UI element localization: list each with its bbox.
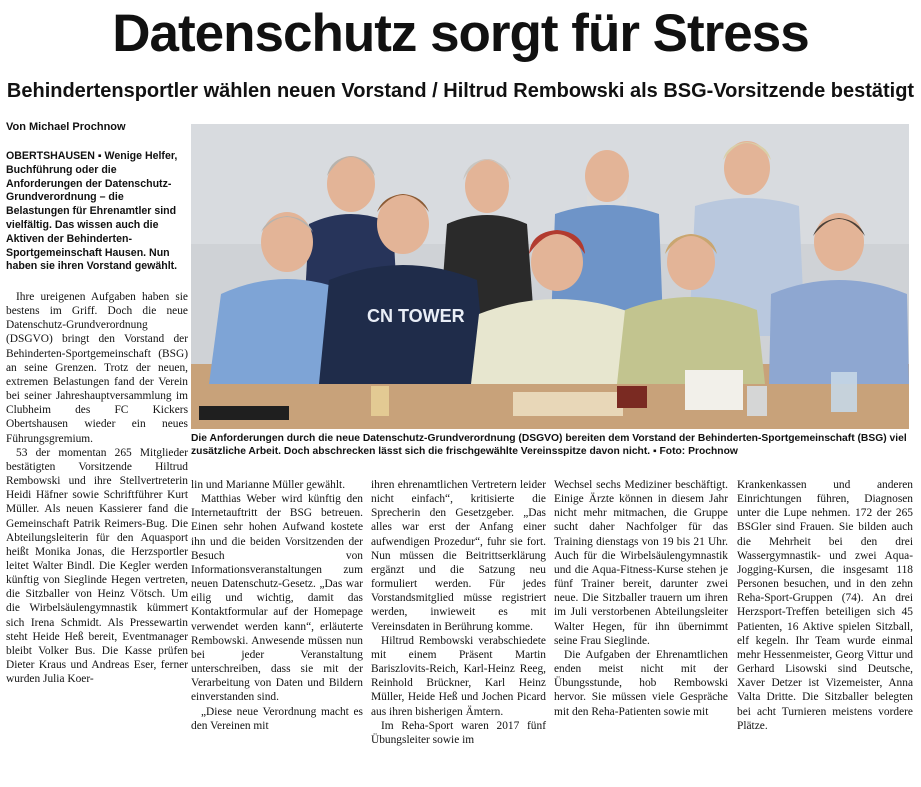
shirt-print: CN TOWER [367, 306, 465, 326]
article-column-1 [6, 290, 188, 686]
article-paragraph: ihren ehrenamtlichen Vertretern leider nicht einfach“, kritisierte die Sprecherin den Gesetzgeber. „Das alles war erst der Anfang einer aufwendigen Prozedur“, fuhr sie fort. Nun müssen die Beitrittserklärung ergänzt und die Satzung neu formuliert werden. Für jedes Vorstandsmitglied müsse registriert werden, inwieweit es mit Vereinsdaten in Berührung komme. [371, 479, 546, 633]
intro-text: Wenige Helfer, Buchführung oder die Anforderungen der Datenschutz-Grundverordnung – die Belastungen für Ehrenamtler sind vielfältig. Das wissen auch die Aktiven der Behinderten-Sportgemeinschaft Hausen. Nun haben sie ihren Vorstand gewählt. [6, 150, 178, 273]
intro-dateline: OBERTSHAUSEN ▪ [6, 150, 102, 162]
article-column-5 [737, 478, 913, 733]
article-column-3 [371, 478, 546, 747]
byline: Von Michael Prochnow [6, 121, 126, 133]
group-photo [191, 124, 909, 429]
article-paragraph: Matthias Weber wird künftig den Internetauftritt der BSG betreuen. Einen sehr hohen Aufwand kostete ihn und die beiden Vorsitzenden der Besuch von Informationsveranstaltungen zum neuen Datenschutz-Gesetz. „Das war eilig und wichtig, damit das Kontaktformular auf der Homepage verwendet werden kann“, erläuterte Rembowski. Anwesende müssen nun bei jeder Veranstaltung unterschreiben, dass sie mit der Verarbeitung von Daten und Bildern einverstanden sind. [191, 493, 363, 704]
article-column-4 [554, 478, 728, 719]
article-paragraph: Wechsel sechs Mediziner beschäftigt. Einige Ärzte können in diesem Jahr nicht mehr mitmachen, die Gruppe sucht daher Nachfolger für das Training dienstags von 19 bis 21 Uhr. Auch für die Wirbelsäulengymnastik und die Aqua-Fitness-Kurse stehen je fünf Trainer bereit, darunter zwei neue. Die Sitzballer trauern um ihren im Juli verstorbenen Abteilungsleiter Walter Hegen, für ihn übernimmt seine Frau Sieglinde. [554, 479, 728, 647]
photo-caption [191, 432, 909, 458]
headline: Datenschutz sorgt für Stress [112, 4, 809, 63]
article-paragraph: „Diese neue Verordnung macht es den Vereinen mit [191, 705, 363, 732]
caption-text: Die Anforderungen durch die neue Datenschutz-Grundverordnung (DSGVO) bereiten dem Vorstand der Behinderten-Sportgemeinschaft (BSG) viel zusätzliche Arbeit. Doch abschrecken lässt sich die frischgewählte Vereinsspitze davon nicht. [191, 433, 907, 457]
article-paragraph: lin und Marianne Müller gewählt. [191, 479, 346, 491]
article-paragraph: Ihre ureigenen Aufgaben haben sie bestens im Griff. Doch die neue Datenschutz-Grundverordnung (DSGVO) bringt den Vorstand der Behinderten-Sportgemeinschaft (BSG) an seine Grenzen. Trotz der neuen, extremen Belastungen fand der Verein bei seiner Jahreshauptversammlung im Clubheim des FC Kickers Obertshausen wieder ein neues Führungsgremium. [6, 291, 188, 445]
article-paragraph: 53 der momentan 265 Mitglieder bestätigten Vorsitzende Hiltrud Rembowski und ihre Stellvertreterin Heidi Häfner sowie Schriftführer Kurt Müller. Als neuen Kassierer fand die Gemeinschaft Patrik Reimers-Bug. Die Abteilungsleiterin für den Aquasport heißt Monika Jonas, die Herzsportler leitet Walter Bindl. Die Kegler werden künftig von Sieglinde Hegen vertreten, die Sitzballer von Heinz Vötsch. Um die Wirbelsäulengymnastik kümmert sich Irena Schmidt. Als Pressewartin steht Heide Heß bereit, Eventmanager bleibt Volker Bus. Die Kasse prüfen Dieter Kraus und Andreas Eser, ferner wurden Julia Koer- [6, 446, 188, 686]
subheadline: Behindertensportler wählen neuen Vorstand / Hiltrud Rembowski als BSG-Vorsitzende bestätigt [6, 80, 915, 102]
article-paragraph: Krankenkassen und anderen Einrichtungen führen, Diagnosen unter die Lupe nehmen. 172 der 265 BSGler sind Frauen. Sie bilden auch die Mehrheit bei den drei Wassergymnastik- und zwei Aqua-Jogging-Kursen, die insgesamt 118 Personen besuchen, und in den zehn Reha-Sport-Gruppen (74). An drei Herzsport-Treffen beteiligen sich 45 Patienten, 16 Aktive spielen Sitzball, elf kegeln. Ihr Team wurde einmal mehr Hessenmeister, Georg Vittur und Gerhard Lisowski sind Deutsche, Xaver Detzer ist Vizemeister, Anna Valta Dritte. Die Sitzballer belegten bei acht Turnieren meistens vordere Plätze. [737, 479, 913, 732]
article-paragraph: Die Aufgaben der Ehrenamtlichen enden meist nicht mit der Übungsstunde, hob Rembowski hervor. Sie müssen viele Gespräche mit den Reha-Patienten sowie mit [554, 648, 728, 718]
article-paragraph: Hiltrud Rembowski verabschiedete mit einem Präsent Martin Bariszlovits-Reich, Karl-Heinz Reeg, Reinhold Brückner, Karl Heinz Müller, Heide Heß und Jochen Picard aus ihren bisherigen Ämtern. [371, 634, 546, 718]
article-column-2 [191, 478, 363, 733]
article-paragraph: Im Reha-Sport waren 2017 fünf Übungsleiter sowie im [371, 719, 546, 746]
intro-lead [6, 150, 188, 274]
photo-credit: ▪ Foto: Prochnow [653, 446, 738, 457]
